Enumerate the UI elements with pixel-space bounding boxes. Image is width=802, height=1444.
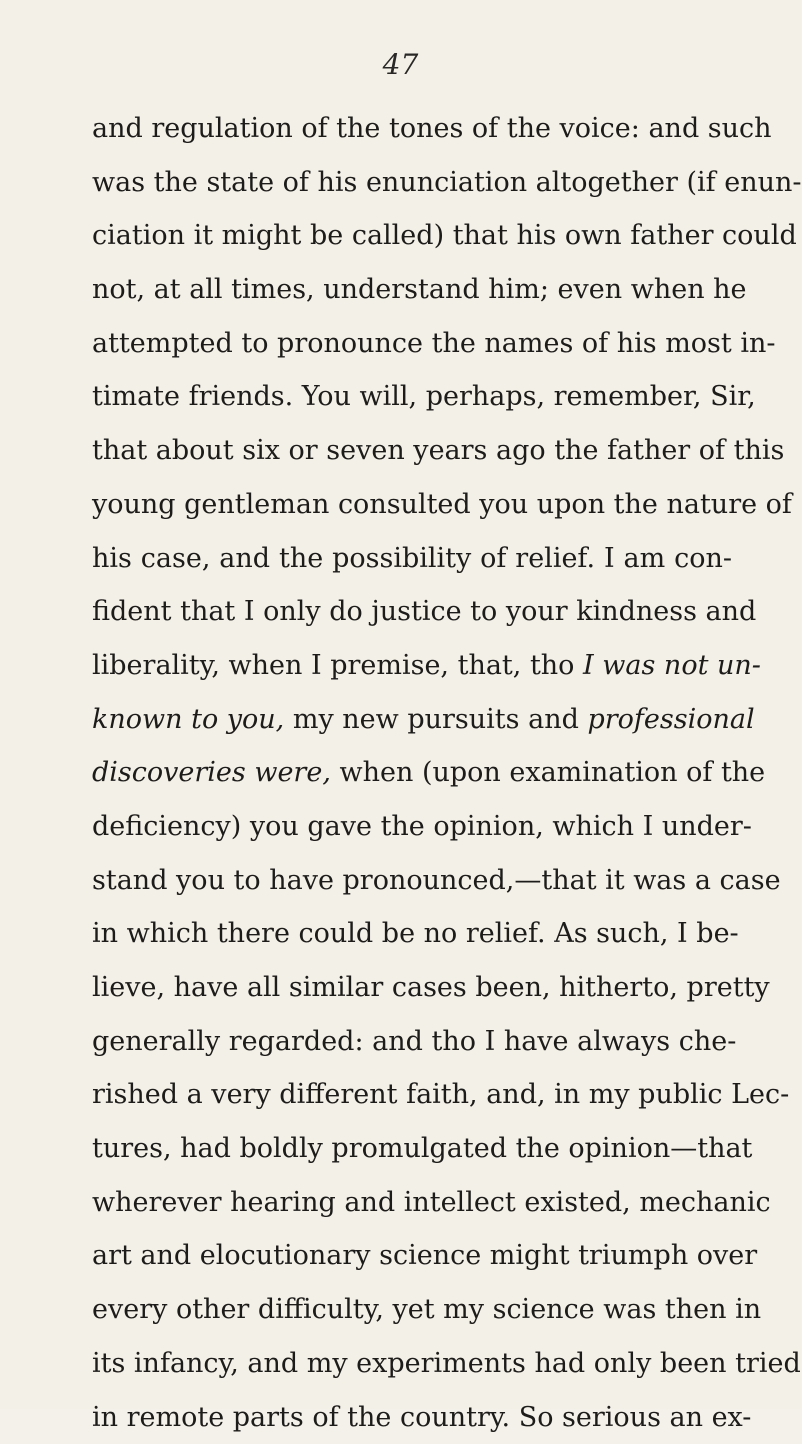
text-line [92, 1068, 732, 1122]
text-segment: my new pursuits and [284, 704, 587, 735]
text-line-content: young gentleman consulted you upon the nature of [92, 478, 732, 532]
text-line [92, 1015, 732, 1069]
body-text [92, 102, 732, 1444]
text-segment: when (upon examination of the [331, 757, 765, 788]
text-line-content: his case, and the possibility of relief. I am con- [92, 532, 732, 586]
text-line-content: timate friends. You will, perhaps, remember, Sir, [92, 370, 732, 424]
text-line [92, 102, 732, 156]
italic-text: known to you, [92, 704, 284, 735]
text-line [92, 424, 732, 478]
text-line [92, 639, 732, 693]
text-line [92, 693, 732, 747]
page-number: 47 [0, 48, 801, 81]
text-line [92, 1391, 732, 1444]
text-line [92, 370, 732, 424]
text-line-content: and regulation of the tones of the voice: and such [92, 102, 732, 156]
text-line-content: art and elocutionary science might triumph over [92, 1229, 732, 1283]
text-line [92, 263, 732, 317]
text-line [92, 478, 732, 532]
text-line-content: its infancy, and my experiments had only been tried [92, 1337, 732, 1391]
text-line-content: lieve, have all similar cases been, hitherto, pretty [92, 961, 732, 1015]
text-line [92, 961, 732, 1015]
text-line [92, 907, 732, 961]
text-line-content [92, 693, 732, 747]
text-line [92, 1337, 732, 1391]
text-line-content: in which there could be no relief. As such, I be- [92, 907, 732, 961]
text-line-content [92, 746, 732, 800]
text-line-content: not, at all times, understand him; even when he [92, 263, 732, 317]
text-line-content: in remote parts of the country. So serious an ex- [92, 1391, 732, 1444]
text-line [92, 156, 732, 210]
text-line [92, 1229, 732, 1283]
text-line-content: ciation it might be called) that his own father could [92, 209, 732, 263]
text-line-content: generally regarded: and tho I have always che- [92, 1015, 732, 1069]
text-line-content: deficiency) you gave the opinion, which I under- [92, 800, 732, 854]
italic-text: professional [587, 704, 754, 735]
text-line-content: fident that I only do justice to your kindness and [92, 585, 732, 639]
text-line [92, 532, 732, 586]
text-line-content: that about six or seven years ago the father of this [92, 424, 732, 478]
text-line-content: was the state of his enunciation altogether (if enun- [92, 156, 732, 210]
text-line [92, 585, 732, 639]
text-line-content: attempted to pronounce the names of his most in- [92, 317, 732, 371]
italic-text: I was not un- [583, 650, 761, 681]
italic-text: discoveries were, [92, 757, 331, 788]
text-line [92, 209, 732, 263]
text-line [92, 800, 732, 854]
text-line-content: stand you to have pronounced,—that it was a case [92, 854, 732, 908]
text-line [92, 1122, 732, 1176]
text-line [92, 1283, 732, 1337]
text-line-content: tures, had boldly promulgated the opinion—that [92, 1122, 732, 1176]
text-line-content: wherever hearing and intellect existed, mechanic [92, 1176, 732, 1230]
text-line [92, 746, 732, 800]
text-line-content: every other difficulty, yet my science was then in [92, 1283, 732, 1337]
text-line [92, 854, 732, 908]
text-line [92, 317, 732, 371]
text-line [92, 1176, 732, 1230]
text-segment: liberality, when I premise, that, tho [92, 650, 583, 681]
text-line-content: rished a very different faith, and, in my public Lec- [92, 1068, 732, 1122]
text-line-content [92, 639, 732, 693]
